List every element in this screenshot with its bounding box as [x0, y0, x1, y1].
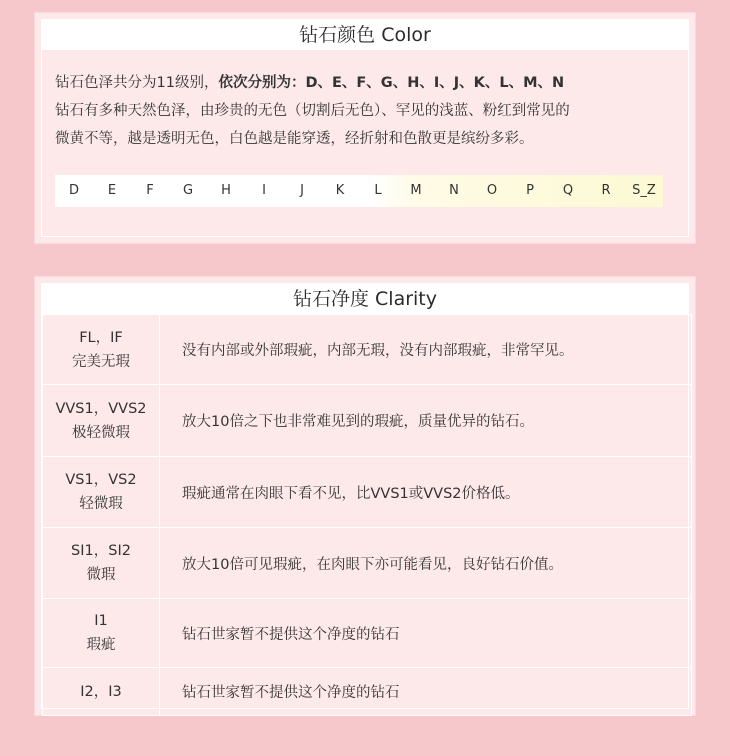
color-line-1-prefix: 钻石色泽共分为11级别，	[55, 75, 219, 91]
color-line-2: 钻石有多种天然色泽，由珍贵的无色（切割后无色）、罕见的浅蓝、粉红到常见的	[55, 103, 570, 119]
clarity-grade-cell	[43, 385, 160, 457]
color-grade: I	[262, 183, 266, 198]
color-grade: L	[374, 183, 382, 198]
color-grade: R	[601, 183, 611, 198]
clarity-code: SI1，SI2	[71, 543, 131, 559]
color-line-3: 微黄不等，越是透明无色，白色越是能穿透，经折射和色散更是缤纷多彩。	[55, 131, 534, 147]
clarity-grade-cell	[43, 668, 160, 716]
clarity-code: VS1，VS2	[65, 472, 137, 488]
color-grade: G	[182, 183, 194, 198]
color-grade: Q	[562, 183, 574, 198]
table-row	[43, 528, 692, 599]
clarity-name: 完美无瑕	[72, 353, 130, 370]
color-grade: H	[221, 183, 231, 198]
color-grade: D	[68, 183, 79, 198]
clarity-desc: 没有内部或外部瑕疵，内部无瑕，没有内部瑕疵，非常罕见。	[160, 315, 692, 385]
table-row	[43, 668, 692, 716]
color-grade-scale	[55, 175, 663, 207]
clarity-desc: 放大10倍之下也非常难见到的瑕疵，质量优异的钻石。	[160, 385, 692, 457]
clarity-name: 微瑕	[86, 567, 116, 583]
color-grade: F	[146, 183, 154, 198]
clarity-code: VVS1，VVS2	[55, 400, 147, 417]
clarity-name: 瑕疵	[86, 637, 116, 653]
clarity-desc: 瑕疵通常在肉眼下看不见，比VVS1或VVS2价格低。	[160, 457, 692, 528]
clarity-card-inner	[41, 283, 689, 709]
clarity-grade-cell	[43, 599, 160, 668]
clarity-section-title: 钻石净度 Clarity	[42, 284, 688, 314]
color-grade: E	[107, 183, 117, 198]
clarity-code: I2，I3	[80, 683, 122, 700]
color-grade: S_Z	[632, 183, 656, 198]
clarity-name: 轻微瑕	[79, 496, 123, 512]
color-card	[34, 12, 696, 244]
clarity-card	[34, 276, 696, 716]
color-grade: P	[526, 183, 534, 198]
color-grade: K	[335, 183, 345, 198]
clarity-code: FL，IF	[79, 329, 123, 346]
color-section-title: 钻石颜色 Color	[42, 20, 688, 50]
table-row	[43, 457, 692, 528]
clarity-desc: 钻石世家暂不提供这个净度的钻石	[160, 668, 692, 716]
table-row	[43, 385, 692, 457]
clarity-desc: 放大10倍可见瑕疵，在肉眼下亦可能看见，良好钻石价值。	[160, 528, 692, 599]
clarity-name: 极轻微瑕	[72, 424, 130, 441]
clarity-table	[42, 314, 692, 716]
clarity-desc: 钻石世家暂不提供这个净度的钻石	[160, 599, 692, 668]
color-line-1-bold: 依次分别为：D、E、F、G、H、I、J、K、L、M、N	[218, 75, 565, 91]
clarity-code: I1	[94, 613, 108, 629]
table-row	[43, 599, 692, 668]
color-grade: M	[410, 183, 422, 198]
color-grade: O	[486, 183, 498, 198]
color-grade: N	[449, 183, 459, 198]
clarity-grade-cell	[43, 457, 160, 528]
clarity-grade-cell	[43, 528, 160, 599]
color-line-1	[55, 69, 685, 97]
color-grade: J	[300, 183, 304, 198]
color-description	[55, 69, 685, 153]
clarity-grade-cell	[43, 315, 160, 385]
table-row	[43, 315, 692, 385]
